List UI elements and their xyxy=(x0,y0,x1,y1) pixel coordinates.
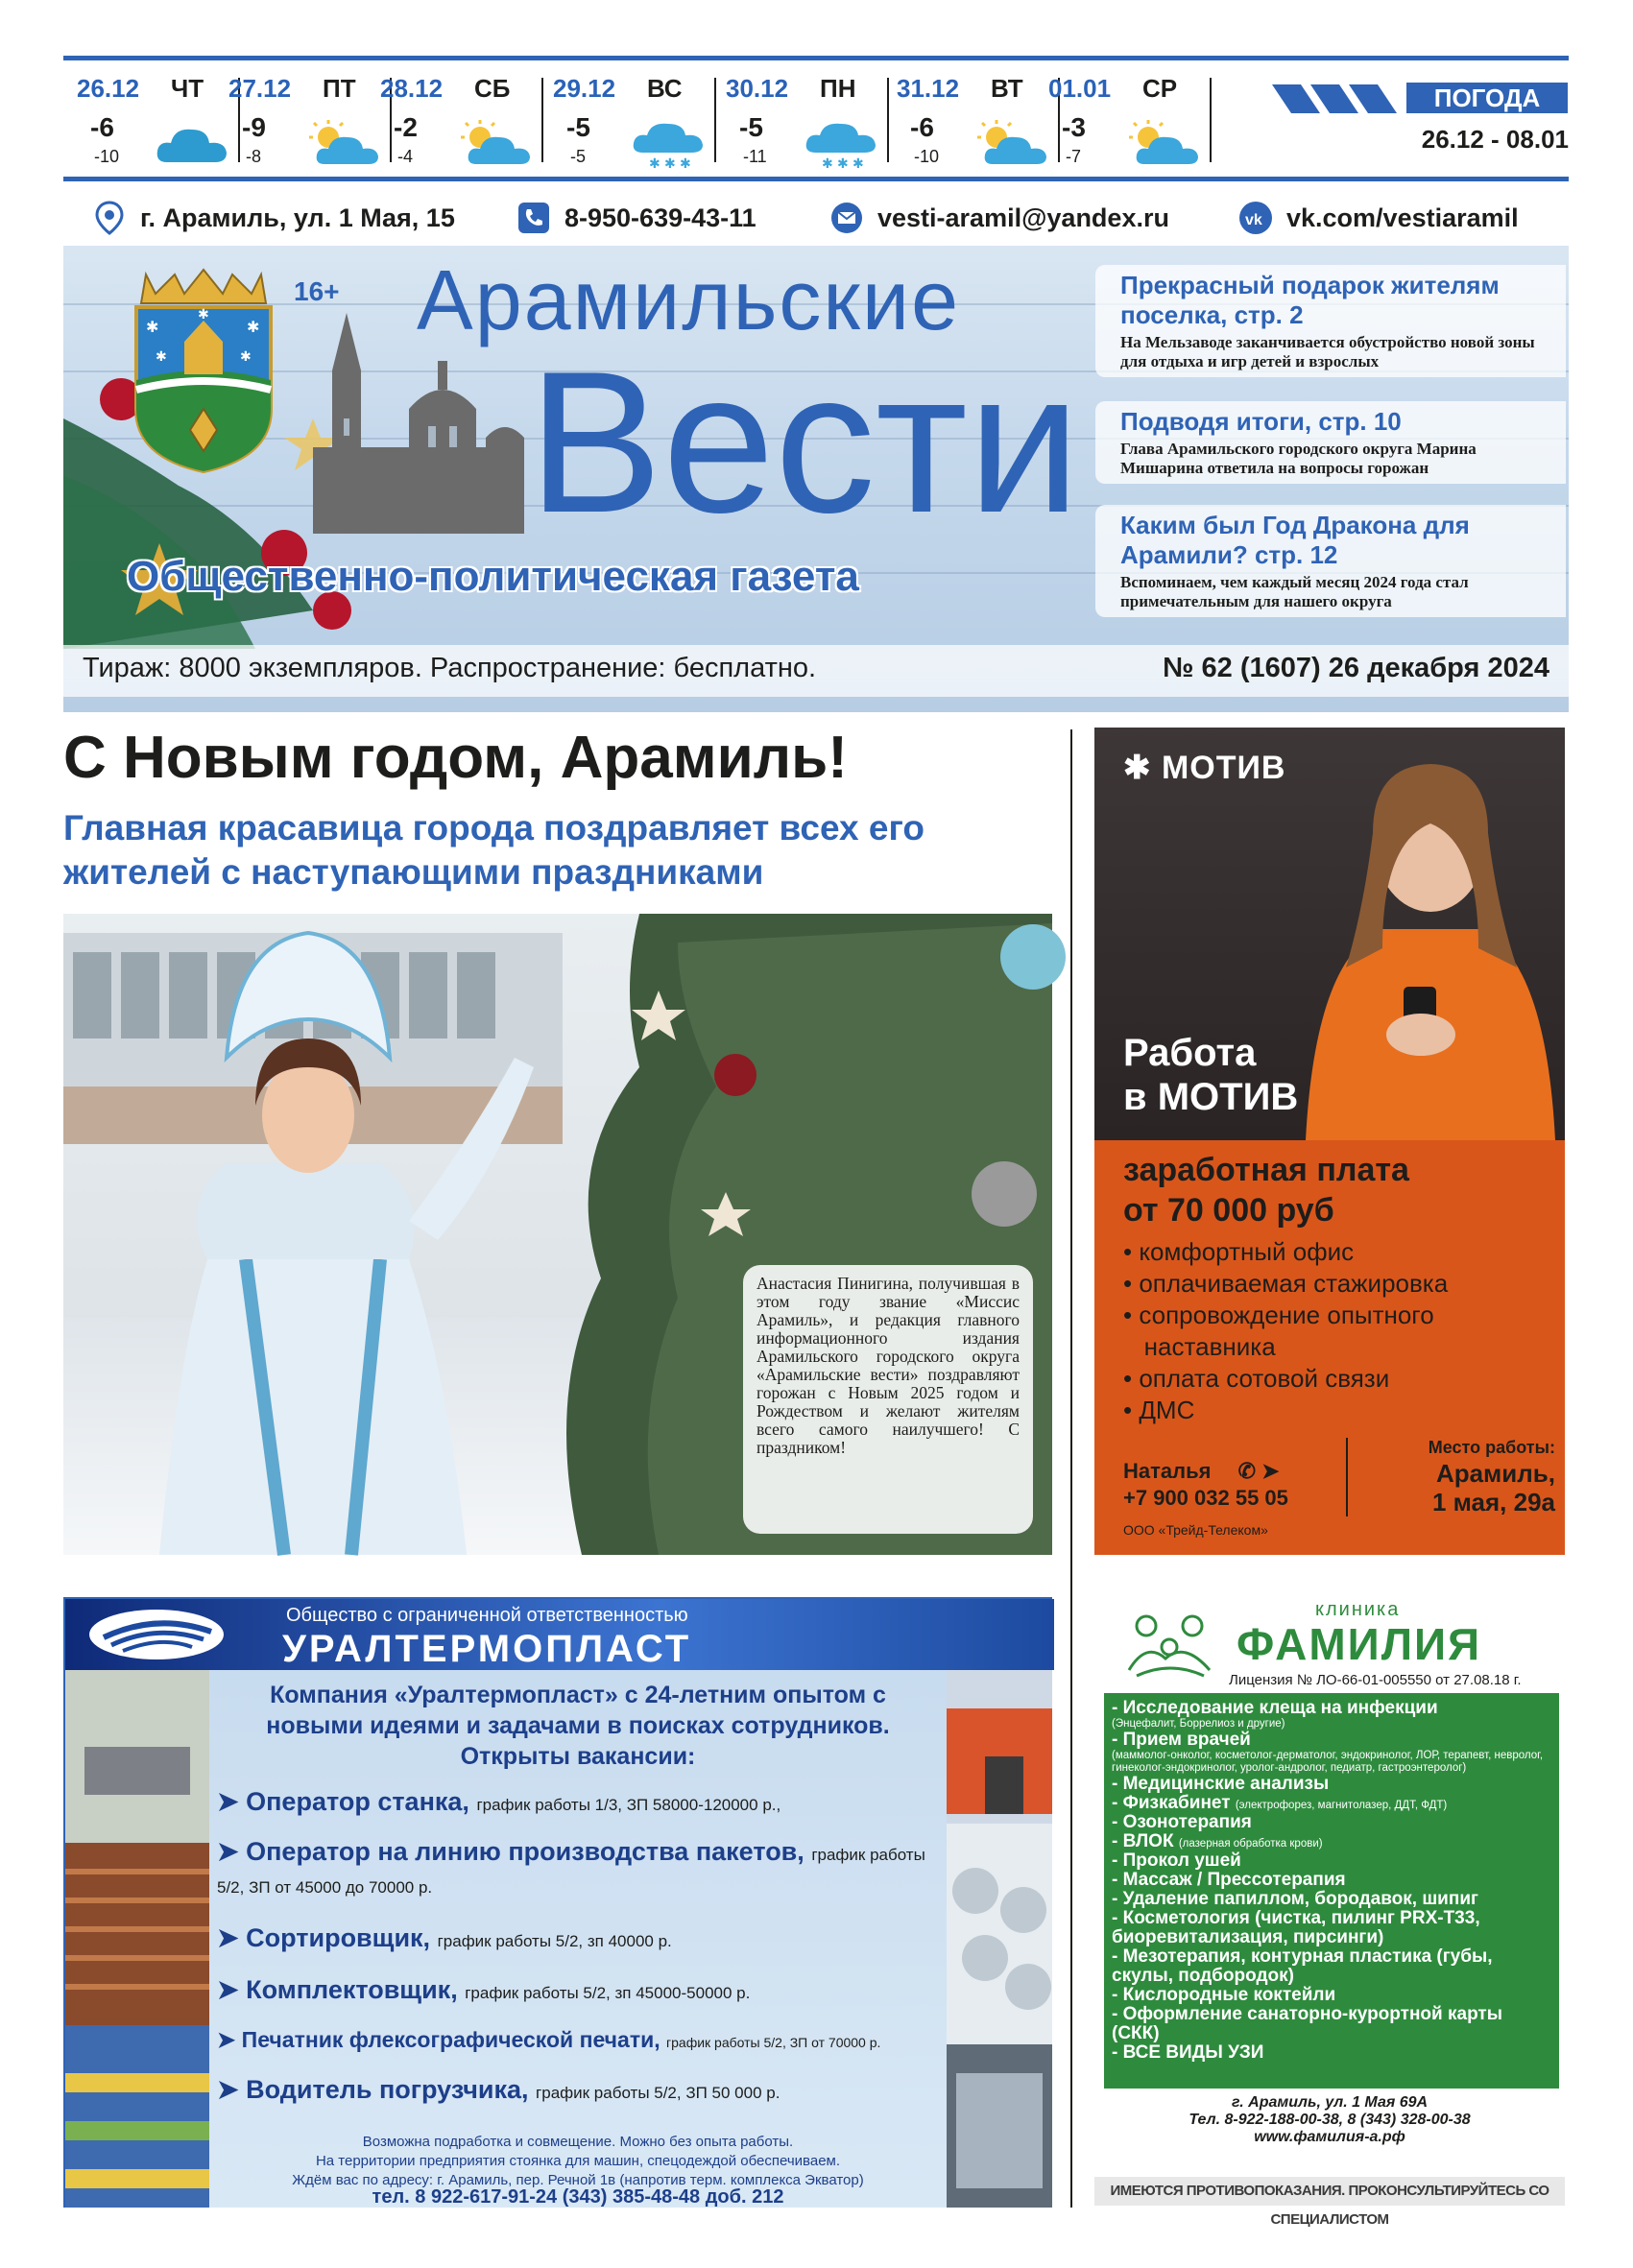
ural-body xyxy=(209,1670,947,2208)
weather-day xyxy=(380,74,543,170)
column-divider xyxy=(1070,729,1072,2208)
weather-day xyxy=(553,74,716,170)
snow-icon xyxy=(630,118,707,171)
motiv-ad[interactable] xyxy=(1094,728,1565,1555)
service-name: - Исследование клеща на инфекции xyxy=(1112,1698,1438,1718)
service-name: - ВЛОК xyxy=(1112,1831,1174,1851)
partly-cloudy-icon xyxy=(973,118,1050,168)
vacancy-title: Оператор на линию производства пакетов, xyxy=(246,1837,804,1866)
motiv-salary xyxy=(1123,1150,1409,1230)
svg-text:✱: ✱ xyxy=(837,155,849,171)
motiv-contact xyxy=(1123,1459,1280,1484)
familiya-clinic-ad[interactable] xyxy=(1094,1597,1565,2228)
ural-company-name: УРАЛТЕРМОПЛАСТ xyxy=(282,1628,692,1670)
teaser-headline: Каким был Год Дракона для Арамили? стр. 12 xyxy=(1120,511,1470,569)
service-item xyxy=(1112,1832,1551,1851)
weather-temp-day: -2 xyxy=(394,112,418,142)
ural-org-type: Общество с ограниченной ответственностью xyxy=(286,1605,688,1626)
service-item xyxy=(1112,1813,1551,1832)
newspaper-subtitle: Общественно-политическая газета xyxy=(127,553,859,600)
contacts-bar xyxy=(63,177,1569,242)
circulation-info: Тираж: 8000 экземпляров. Распространение: бесплатно. xyxy=(83,653,817,683)
ural-note xyxy=(209,2133,947,2190)
service-name: - Физкабинет xyxy=(1112,1793,1231,1813)
motiv-perk: • сопровождение опытного xyxy=(1123,1300,1546,1331)
service-name: - Прием врачей xyxy=(1112,1730,1251,1750)
weather-range: 26.12 - 08.01 xyxy=(1421,125,1569,154)
vacancy-details: график работы 5/2, зп 45000-50000 р. xyxy=(465,1984,751,2002)
motiv-salary-line1: заработная плата xyxy=(1123,1152,1409,1188)
vacancy-details: график работы 5/2, зп 40000 р. xyxy=(437,1932,672,1950)
motiv-place xyxy=(1354,1459,1555,1516)
teaser-body: На Мельзаводе заканчивается обустройство новой зоны для отдыха и игр детей и взрослых xyxy=(1120,333,1535,370)
lead-subhead: Главная красавица города поздравляет всех его жителей с наступающими праздниками xyxy=(63,808,925,892)
partly-cloudy-icon xyxy=(1125,118,1202,168)
vacancy-details: график работы 5/2, ЗП от 70000 р. xyxy=(666,2035,881,2050)
whatsapp-icon: ✆ xyxy=(1237,1459,1257,1483)
familiya-site[interactable]: www.фамилия-а.рф xyxy=(1254,2129,1405,2145)
email-icon xyxy=(829,201,864,235)
svg-text:✱: ✱ xyxy=(146,320,159,336)
vacancy-title: Комплектовщик, xyxy=(246,1975,458,2004)
service-item xyxy=(1112,1775,1551,1794)
service-item xyxy=(1112,1890,1551,1909)
vacancy-item: ➤ Оператор на линию производства пакетов, график работы 5/2, ЗП от 45000 до 70000 р. xyxy=(217,1837,925,1897)
ural-photos-left xyxy=(65,1670,209,2208)
motiv-headline xyxy=(1123,1031,1298,1119)
telegram-icon: ➤ xyxy=(1261,1459,1280,1483)
svg-text:✱: ✱ xyxy=(156,348,167,364)
vacancy-item: ➤ Печатник флексографической печати, график работы 5/2, ЗП от 70000 р. xyxy=(217,2027,881,2052)
teaser-headline: Подводя итоги, стр. 10 xyxy=(1120,407,1402,436)
motiv-perks-list xyxy=(1123,1236,1546,1426)
service-item xyxy=(1112,1871,1551,1890)
vacancy-details: график работы 1/3, ЗП 58000-120000 р., xyxy=(476,1796,781,1814)
familiya-services xyxy=(1104,1693,1559,2089)
familiya-phones[interactable]: Тел. 8-922-188-00-38, 8 (343) 328-00-38 xyxy=(1189,2112,1471,2128)
weather-day xyxy=(1048,74,1212,170)
address-text: г. Арамиль, ул. 1 Мая, 15 xyxy=(140,203,455,232)
service-name: - Оформление санаторно-курортной карты (СКК) xyxy=(1112,2004,1502,2043)
svg-text:✱: ✱ xyxy=(649,155,660,171)
motiv-brand: МОТИВ xyxy=(1161,750,1286,786)
vacancy-title: Оператор станка, xyxy=(246,1787,469,1816)
weather-temp-night: -8 xyxy=(246,147,262,166)
ural-photos-right xyxy=(947,1670,1052,2208)
cloud-icon xyxy=(154,118,230,168)
teaser-item[interactable] xyxy=(1095,505,1566,617)
vk-icon xyxy=(1238,201,1273,235)
ural-note-line2: На территории предприятия стоянка для машин, спецодеждой обеспечиваем. xyxy=(315,2153,841,2169)
teaser-item[interactable] xyxy=(1095,265,1566,377)
vacancy-item: ➤ Оператор станка, график работы 1/3, ЗП 58000-120000 р., xyxy=(217,1787,781,1816)
weather-temp-day: -9 xyxy=(242,112,266,142)
svg-text:✱: ✱ xyxy=(853,155,864,171)
weather-temp-night: -5 xyxy=(570,147,587,166)
vacancy-details: график работы 5/2, ЗП 50 000 р. xyxy=(536,2084,780,2102)
coat-of-arms-icon xyxy=(117,265,290,476)
teaser-item[interactable] xyxy=(1095,401,1566,484)
weather-temp-night: -10 xyxy=(94,147,120,166)
motiv-perk: наставника xyxy=(1143,1332,1276,1361)
weather-date: 29.12 xyxy=(553,74,616,103)
ural-banner xyxy=(65,1599,1054,1670)
svg-text:vk: vk xyxy=(1245,212,1262,228)
motiv-place-label: Место работы: xyxy=(1428,1438,1555,1457)
ural-intro-line1: Компания «Уралтермопласт» с 24-летним опытом с xyxy=(270,1682,886,1708)
motiv-headline-line1: Работа xyxy=(1123,1032,1257,1074)
phone-icon xyxy=(516,201,551,235)
weather-weekday: СР xyxy=(1142,74,1178,103)
service-name: - Медицинские анализы xyxy=(1112,1774,1330,1794)
weather-day xyxy=(77,74,240,170)
contact-vk[interactable] xyxy=(1238,201,1519,235)
service-note: (маммолог-онколог, косметолог-дерматолог, эндокринолог, ЛОР, терапевт, невролог, гинеколог-эндокринолог, уролог-андролог, педиатр, гастроэнтеролог) xyxy=(1112,1750,1544,1774)
family-logo-icon xyxy=(1117,1603,1223,1680)
masthead xyxy=(63,246,1569,712)
weather-date: 27.12 xyxy=(228,74,292,103)
familiya-address: г. Арамиль, ул. 1 Мая 69А xyxy=(1231,2094,1429,2111)
service-item xyxy=(1112,1909,1551,1947)
service-name: - Прокол ушей xyxy=(1112,1850,1241,1871)
motiv-perk: • оплата сотовой связи xyxy=(1123,1363,1546,1395)
photo-caption: Анастасия Пинигина, получившая в этом году звание «Миссис Арамиль», и редакция главного информационного издания Арамильского городского округа «Арамильские вести» поздравляют горожан с Новым 2025 годом и Рождеством и желают жителям всего самого наилучшего! С праздником! xyxy=(743,1265,1033,1534)
svg-text:✱: ✱ xyxy=(247,320,260,336)
service-note: (Энцефалит, Боррелиоз и другие) xyxy=(1112,1718,1285,1730)
service-item xyxy=(1112,2043,1551,2063)
ural-intro-line2: новыми идеями и задачами в поисках сотрудников. xyxy=(266,1712,890,1739)
motiv-logo: ✱ МОТИВ xyxy=(1123,750,1286,786)
weather-date: 26.12 xyxy=(77,74,140,103)
weather-weekday: ПТ xyxy=(323,74,356,103)
weather-weekday: ВТ xyxy=(991,74,1023,103)
familiya-header xyxy=(1094,1597,1565,1693)
service-item xyxy=(1112,1947,1551,1986)
teaser-body: Вспоминаем, чем каждый месяц 2024 года стал примечательным для нашего округа xyxy=(1120,573,1469,610)
weather-temp-day: -5 xyxy=(566,112,590,142)
motiv-contact-name: Наталья xyxy=(1123,1459,1212,1483)
weather-decoration xyxy=(1272,84,1416,113)
uraltermoplast-ad[interactable] xyxy=(63,1597,1052,2208)
vacancy-item: ➤ Комплектовщик, график работы 5/2, зп 45000-50000 р. xyxy=(217,1975,751,2004)
weather-temp-day: -6 xyxy=(90,112,114,142)
vacancy-details: график работы 5/2, ЗП от 45000 до 70000 р. xyxy=(217,1846,925,1897)
service-item xyxy=(1112,1986,1551,2005)
motiv-perk: • комфортный офис xyxy=(1123,1236,1546,1268)
service-item xyxy=(1112,2005,1551,2043)
service-name: - Озонотерапия xyxy=(1112,1812,1252,1832)
weather-temp-day: -5 xyxy=(739,112,763,142)
ural-note-line1: Возможна подработка и совмещение. Можно без опыта работы. xyxy=(362,2134,794,2150)
motiv-place-line2: 1 мая, 29а xyxy=(1431,1488,1555,1516)
motiv-phone[interactable]: +7 900 032 55 05 xyxy=(1123,1486,1288,1510)
svg-text:✱: ✱ xyxy=(680,155,691,171)
motiv-salary-line2: от 70 000 руб xyxy=(1123,1192,1334,1229)
service-name: - ВСЕ ВИДЫ УЗИ xyxy=(1112,2042,1264,2063)
vacancy-item: ➤ Сортировщик, график работы 5/2, зп 40000 р. xyxy=(217,1923,672,1952)
service-name: - Косметология (чистка, пилинг PRX-T33, биоревитализация, пирсинги) xyxy=(1112,1908,1480,1947)
motiv-perk: • оплачиваемая стажировка xyxy=(1123,1268,1546,1300)
motiv-headline-line2: в МОТИВ xyxy=(1123,1076,1299,1118)
weather-temp-day: -3 xyxy=(1062,112,1086,142)
service-name: - Кислородные коктейли xyxy=(1112,1985,1336,2005)
newspaper-title-line2: Вести xyxy=(528,329,1081,555)
weather-weekday: ПН xyxy=(820,74,856,103)
service-note: (лазерная обработка крови) xyxy=(1178,1838,1323,1850)
weather-temp-night: -10 xyxy=(914,147,940,166)
vacancy-title: Водитель погрузчика, xyxy=(246,2075,529,2104)
svg-text:✱: ✱ xyxy=(198,306,209,322)
weather-temp-night: -4 xyxy=(397,147,414,166)
email-text: vesti-aramil@yandex.ru xyxy=(877,203,1169,232)
weather-day xyxy=(726,74,889,170)
ural-logo-icon xyxy=(84,1605,228,1664)
phone-text: 8-950-639-43-11 xyxy=(564,203,756,232)
partly-cloudy-icon xyxy=(457,118,534,168)
weather-weekday: ВС xyxy=(647,74,683,103)
contact-address xyxy=(92,201,455,235)
ural-intro-line3: Открыты вакансии: xyxy=(460,1743,696,1770)
teaser-headline: Прекрасный подарок жителям поселка, стр. 2 xyxy=(1120,271,1500,329)
vacancy-title: Сортировщик, xyxy=(246,1923,431,1952)
vk-text: vk.com/vestiaramil xyxy=(1286,203,1519,232)
familiya-klinika-label: клиника xyxy=(1315,1599,1401,1620)
ural-phone[interactable]: тел. 8 922-617-91-24 (343) 385-48-48 доб. 212 xyxy=(372,2186,784,2208)
weather-day xyxy=(228,74,392,170)
age-rating: 16+ xyxy=(294,276,340,306)
service-item xyxy=(1112,1731,1551,1775)
service-name: - Массаж / Прессотерапия xyxy=(1112,1870,1346,1890)
motiv-perk: • ДМС xyxy=(1123,1395,1546,1426)
service-name: - Мезотерапия, контурная пластика (губы, скулы, подбородок) xyxy=(1112,1946,1493,1986)
familiya-contacts xyxy=(1094,2094,1565,2146)
weather-date: 31.12 xyxy=(897,74,960,103)
weather-date: 28.12 xyxy=(380,74,444,103)
weather-date: 30.12 xyxy=(726,74,789,103)
service-item xyxy=(1112,1851,1551,1871)
service-name: - Удаление папиллом, бородавок, шипиг xyxy=(1112,1889,1478,1909)
weather-weekday: ЧТ xyxy=(171,74,204,103)
contact-phone[interactable] xyxy=(516,201,756,235)
service-item xyxy=(1112,1699,1551,1731)
service-item xyxy=(1112,1794,1551,1813)
issue-number: № 62 (1607) 26 декабря 2024 xyxy=(1163,653,1549,683)
familiya-name: ФАМИЛИЯ xyxy=(1237,1619,1482,1669)
motiv-place-line1: Арамиль, xyxy=(1435,1459,1555,1488)
partly-cloudy-icon xyxy=(305,118,382,168)
contact-email[interactable] xyxy=(829,201,1169,235)
service-note: (электрофорез, магнитолазер, ДДТ, ФДТ) xyxy=(1235,1800,1448,1811)
weather-day xyxy=(897,74,1060,170)
teaser-body: Глава Арамильского городского округа Марина Мишарина ответила на вопросы горожан xyxy=(1120,440,1477,477)
lead-headline: С Новым годом, Арамиль! xyxy=(63,725,848,791)
svg-text:✱: ✱ xyxy=(664,155,676,171)
vacancy-item: ➤ Водитель погрузчика, график работы 5/2, ЗП 50 000 р. xyxy=(217,2075,780,2104)
newspaper-title-line1: Арамильские xyxy=(417,252,961,347)
ural-intro xyxy=(209,1680,947,1772)
weather-label: ПОГОДА xyxy=(1406,83,1568,113)
ural-note-line3: Ждём вас по адресу: г. Арамиль, пер. Речной 1в (напротив терм. комплекса Экватор) xyxy=(292,2172,864,2188)
svg-text:✱: ✱ xyxy=(240,348,252,364)
weather-temp-night: -11 xyxy=(743,147,767,166)
weather-temp-night: -7 xyxy=(1066,147,1082,166)
weather-temp-day: -6 xyxy=(910,112,934,142)
weather-date: 01.01 xyxy=(1048,74,1112,103)
vacancy-title: Печатник флексографической печати, xyxy=(241,2027,660,2052)
snow-icon xyxy=(803,118,879,171)
familiya-warning: ИМЕЮТСЯ ПРОТИВОПОКАЗАНИЯ. ПРОКОНСУЛЬТИРУЙТЕСЬ СО СПЕЦИАЛИСТОМ xyxy=(1094,2177,1565,2206)
familiya-license: Лицензия № ЛО-66-01-005550 от 27.08.18 г. xyxy=(1229,1672,1522,1688)
weather-weekday: СБ xyxy=(474,74,511,103)
location-pin-icon xyxy=(92,201,127,235)
motiv-company: ООО «Трейд-Телеком» xyxy=(1123,1522,1268,1538)
svg-text:✱: ✱ xyxy=(822,155,833,171)
